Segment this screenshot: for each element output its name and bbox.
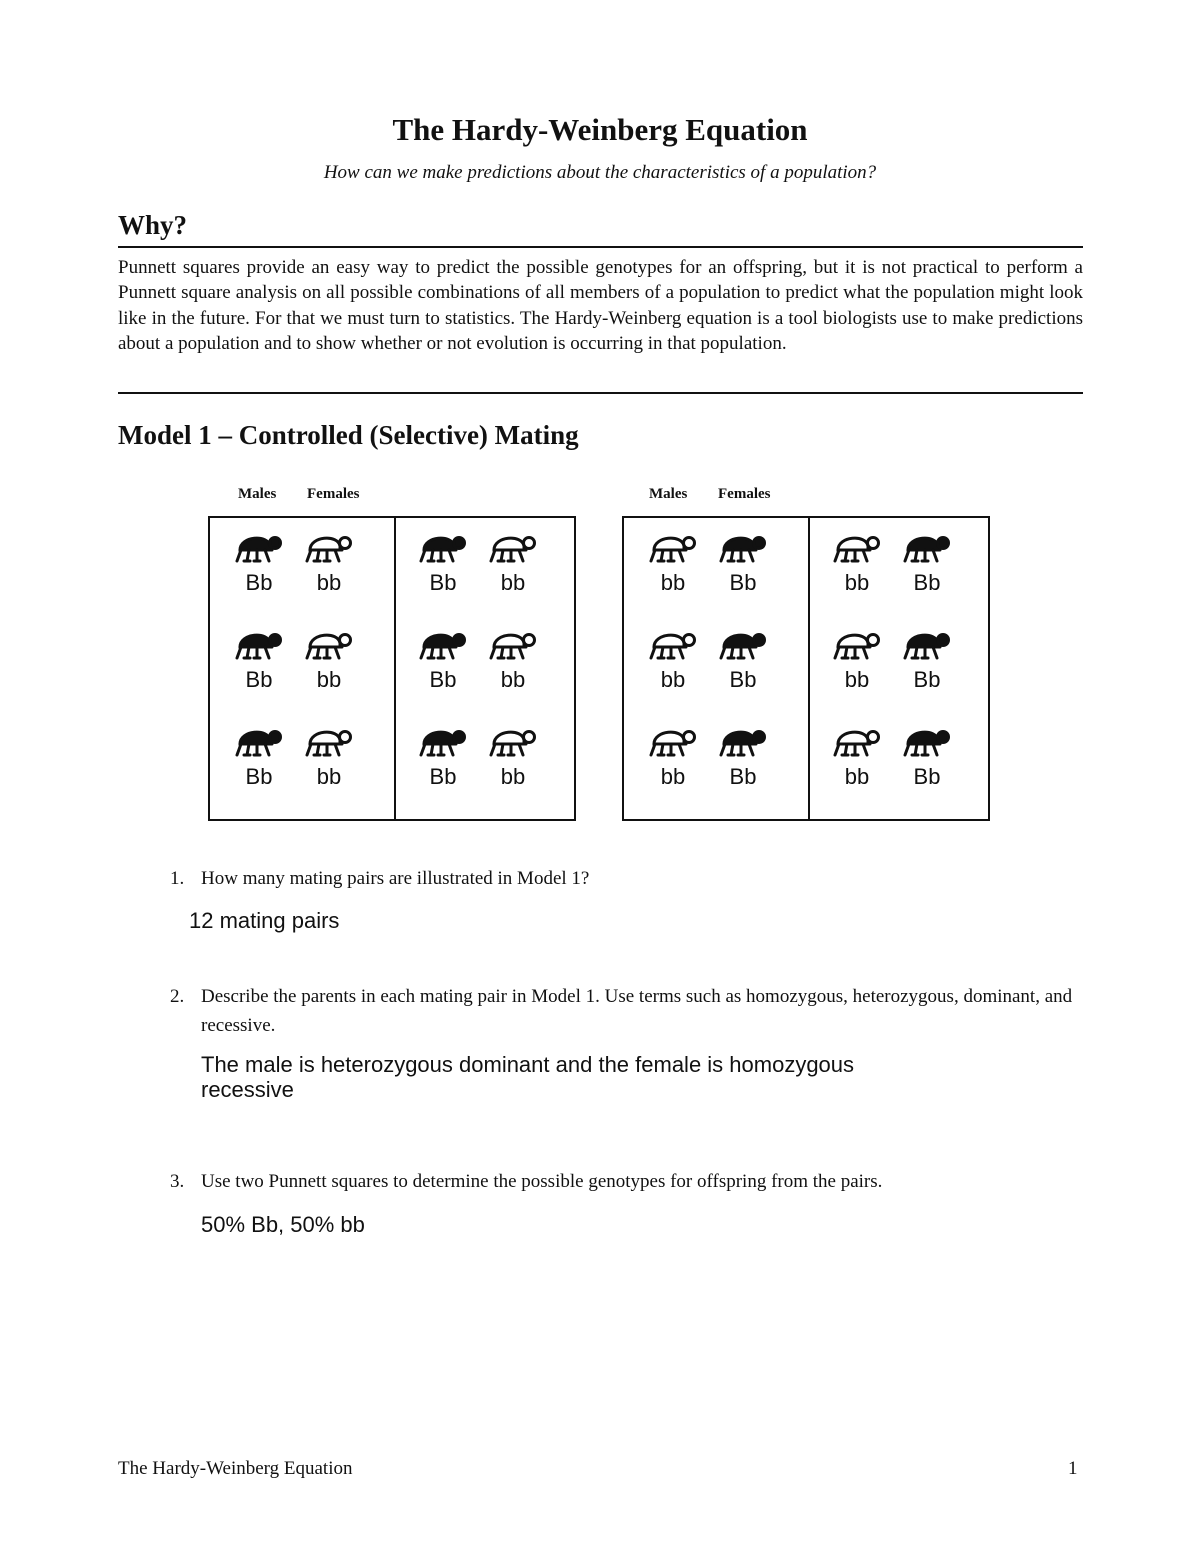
light-female-critter-icon	[486, 530, 540, 564]
male-genotype: bb	[844, 667, 870, 692]
female-genotype: bb	[316, 667, 342, 692]
page-title: The Hardy-Weinberg Equation	[392, 112, 808, 147]
female-genotype: Bb	[913, 667, 941, 692]
male-genotype: Bb	[245, 570, 273, 595]
male-genotype: Bb	[245, 764, 273, 789]
male-genotype: bb	[844, 570, 870, 595]
males-label: Males	[238, 486, 277, 502]
female-genotype: bb	[316, 570, 342, 595]
footer-title: The Hardy-Weinberg Equation	[118, 1458, 353, 1479]
question-number: 1.	[170, 868, 185, 889]
dark-female-critter-icon	[900, 724, 954, 758]
light-male-critter-icon	[830, 724, 884, 758]
male-genotype: Bb	[429, 570, 457, 595]
answer-2: The male is heterozygous dominant and the female is homozygous recessive	[201, 1052, 855, 1102]
females-label: Females	[307, 486, 360, 502]
question-number: 2.	[170, 986, 185, 1007]
females-label: Females	[718, 486, 771, 502]
light-male-critter-icon	[646, 724, 700, 758]
mating-panel-group-1	[208, 516, 576, 821]
male-genotype: bb	[660, 570, 686, 595]
section-divider	[118, 392, 1083, 394]
female-genotype: Bb	[729, 764, 757, 789]
page-subtitle: How can we make predictions about the characteristics of a population?	[323, 162, 877, 183]
dark-male-critter-icon	[416, 627, 470, 661]
dark-female-critter-icon	[900, 627, 954, 661]
page-number: 1	[1068, 1458, 1078, 1479]
why-heading: Why?	[118, 210, 188, 240]
panel-divider	[808, 518, 810, 819]
dark-male-critter-icon	[232, 530, 286, 564]
light-female-critter-icon	[302, 530, 356, 564]
male-genotype: Bb	[245, 667, 273, 692]
why-paragraph: Punnett squares provide an easy way to predict the possible genotypes for an offspring, but it is not practical to perform a Punnett square analysis on all possible combinations of all members of a population to predict what the population might look like in the future. For that we must turn to statistics. The Hardy-Weinberg equation is a tool biologists use to make predictions about a population and to show whether or not evolution is occurring in that population.	[118, 257, 1083, 355]
light-female-critter-icon	[486, 724, 540, 758]
question-text: Describe the parents in each mating pair in Model 1. Use terms such as homozygous, heterozygous, dominant, and recessive.	[201, 986, 1073, 1036]
dark-female-critter-icon	[716, 724, 770, 758]
dark-male-critter-icon	[416, 530, 470, 564]
question-number: 3.	[170, 1171, 185, 1192]
male-genotype: bb	[660, 667, 686, 692]
female-genotype: Bb	[913, 764, 941, 789]
male-genotype: bb	[844, 764, 870, 789]
section-divider	[118, 246, 1083, 248]
female-genotype: bb	[500, 764, 526, 789]
dark-male-critter-icon	[416, 724, 470, 758]
male-genotype: bb	[660, 764, 686, 789]
male-genotype: Bb	[429, 667, 457, 692]
dark-female-critter-icon	[716, 530, 770, 564]
light-male-critter-icon	[830, 530, 884, 564]
light-male-critter-icon	[830, 627, 884, 661]
female-genotype: bb	[500, 667, 526, 692]
female-genotype: bb	[500, 570, 526, 595]
panel-divider	[394, 518, 396, 819]
answer-1: 12 mating pairs	[189, 908, 340, 933]
dark-male-critter-icon	[232, 627, 286, 661]
model-heading: Model 1 – Controlled (Selective) Mating	[118, 420, 579, 450]
female-genotype: Bb	[729, 667, 757, 692]
female-genotype: Bb	[913, 570, 941, 595]
light-female-critter-icon	[302, 724, 356, 758]
light-male-critter-icon	[646, 627, 700, 661]
light-female-critter-icon	[486, 627, 540, 661]
dark-female-critter-icon	[900, 530, 954, 564]
female-genotype: Bb	[729, 570, 757, 595]
female-genotype: bb	[316, 764, 342, 789]
question-text: How many mating pairs are illustrated in Model 1?	[201, 868, 590, 889]
mating-panel-group-2	[622, 516, 990, 821]
males-label: Males	[649, 486, 688, 502]
dark-female-critter-icon	[716, 627, 770, 661]
light-male-critter-icon	[646, 530, 700, 564]
male-genotype: Bb	[429, 764, 457, 789]
answer-3: 50% Bb, 50% bb	[201, 1212, 365, 1237]
dark-male-critter-icon	[232, 724, 286, 758]
light-female-critter-icon	[302, 627, 356, 661]
question-text: Use two Punnett squares to determine the possible genotypes for offspring from the pairs.	[201, 1171, 883, 1192]
